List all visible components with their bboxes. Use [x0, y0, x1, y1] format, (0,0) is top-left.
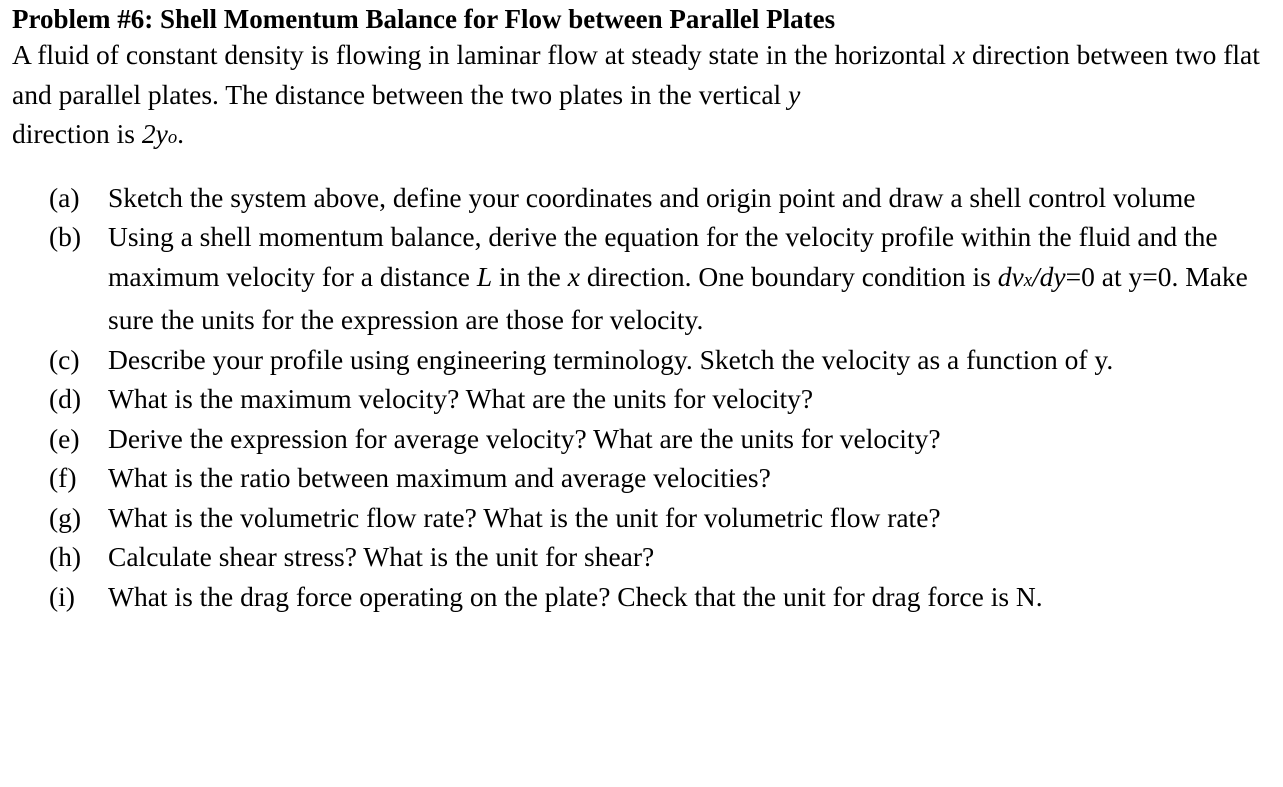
intro-text-3: direction is [12, 118, 142, 149]
part-text: What is the maximum velocity? What are the units for velocity? [108, 383, 814, 414]
problem-document [12, 3, 1274, 616]
part-label: (a) [49, 181, 80, 213]
boundary-condition: dv [997, 260, 1024, 292]
part-label: (b) [49, 221, 82, 252]
part-b [12, 217, 1274, 340]
intro-text-1: A fluid of constant density is flowing in laminar flow at steady state in the horizontal [12, 39, 953, 70]
part-label: (f) [49, 462, 77, 493]
part-text: Derive the expression for average velocity? What are the units for velocity? [108, 422, 941, 454]
x-var: x [567, 260, 580, 292]
part-text: What is the volumetric flow rate? What is the unit for volumetric flow rate? [108, 501, 941, 533]
part-label: (i) [49, 580, 75, 612]
part-label: (g) [49, 501, 82, 533]
part-text: Using a shell momentum balance, derive the equation for the velocity profile within the fluid and the maximum velocity for a distance L in the x direction. One boundary condition is dvx/dy=0 at y=0. Make sure the units for the expression are those for velocity. [108, 221, 1248, 335]
intro-text-2: direction between two flat and parallel plates. The distance between the two plates in the vertical [12, 39, 1260, 110]
intro-distance: 2y [141, 118, 168, 149]
problem-intro [12, 35, 1274, 158]
intro-distance-subscript: o [167, 127, 178, 148]
problem-title: Problem #6: Shell Momentum Balance for Flow between Parallel Plates [12, 4, 836, 34]
part-text: Sketch the system above, define your coordinates and origin point and draw a shell control volume [108, 181, 1196, 213]
intro-y-var: y [788, 78, 801, 110]
part-label: (c) [49, 343, 80, 375]
part-text: What is the ratio between maximum and average velocities? [108, 462, 771, 493]
part-c [12, 340, 1274, 380]
part-e [12, 419, 1274, 459]
problem-parts-list [12, 178, 1274, 617]
part-i [12, 577, 1274, 617]
part-d [12, 379, 1274, 419]
part-f [12, 458, 1274, 498]
part-g [12, 498, 1274, 538]
part-text: What is the drag force operating on the plate? Check that the unit for drag force is N. [108, 580, 1043, 612]
intro-x-var: x [952, 39, 966, 70]
part-a [12, 178, 1274, 218]
part-text: Describe your profile using engineering terminology. Sketch the velocity as a function of y. [108, 343, 1114, 375]
part-label: (e) [49, 422, 80, 454]
part-label: (h) [49, 541, 82, 572]
intro-end: . [177, 118, 185, 149]
part-text: Calculate shear stress? What is the unit for shear? [108, 541, 655, 572]
length-var: L [476, 260, 493, 292]
part-h [12, 537, 1274, 577]
part-label: (d) [49, 383, 82, 414]
